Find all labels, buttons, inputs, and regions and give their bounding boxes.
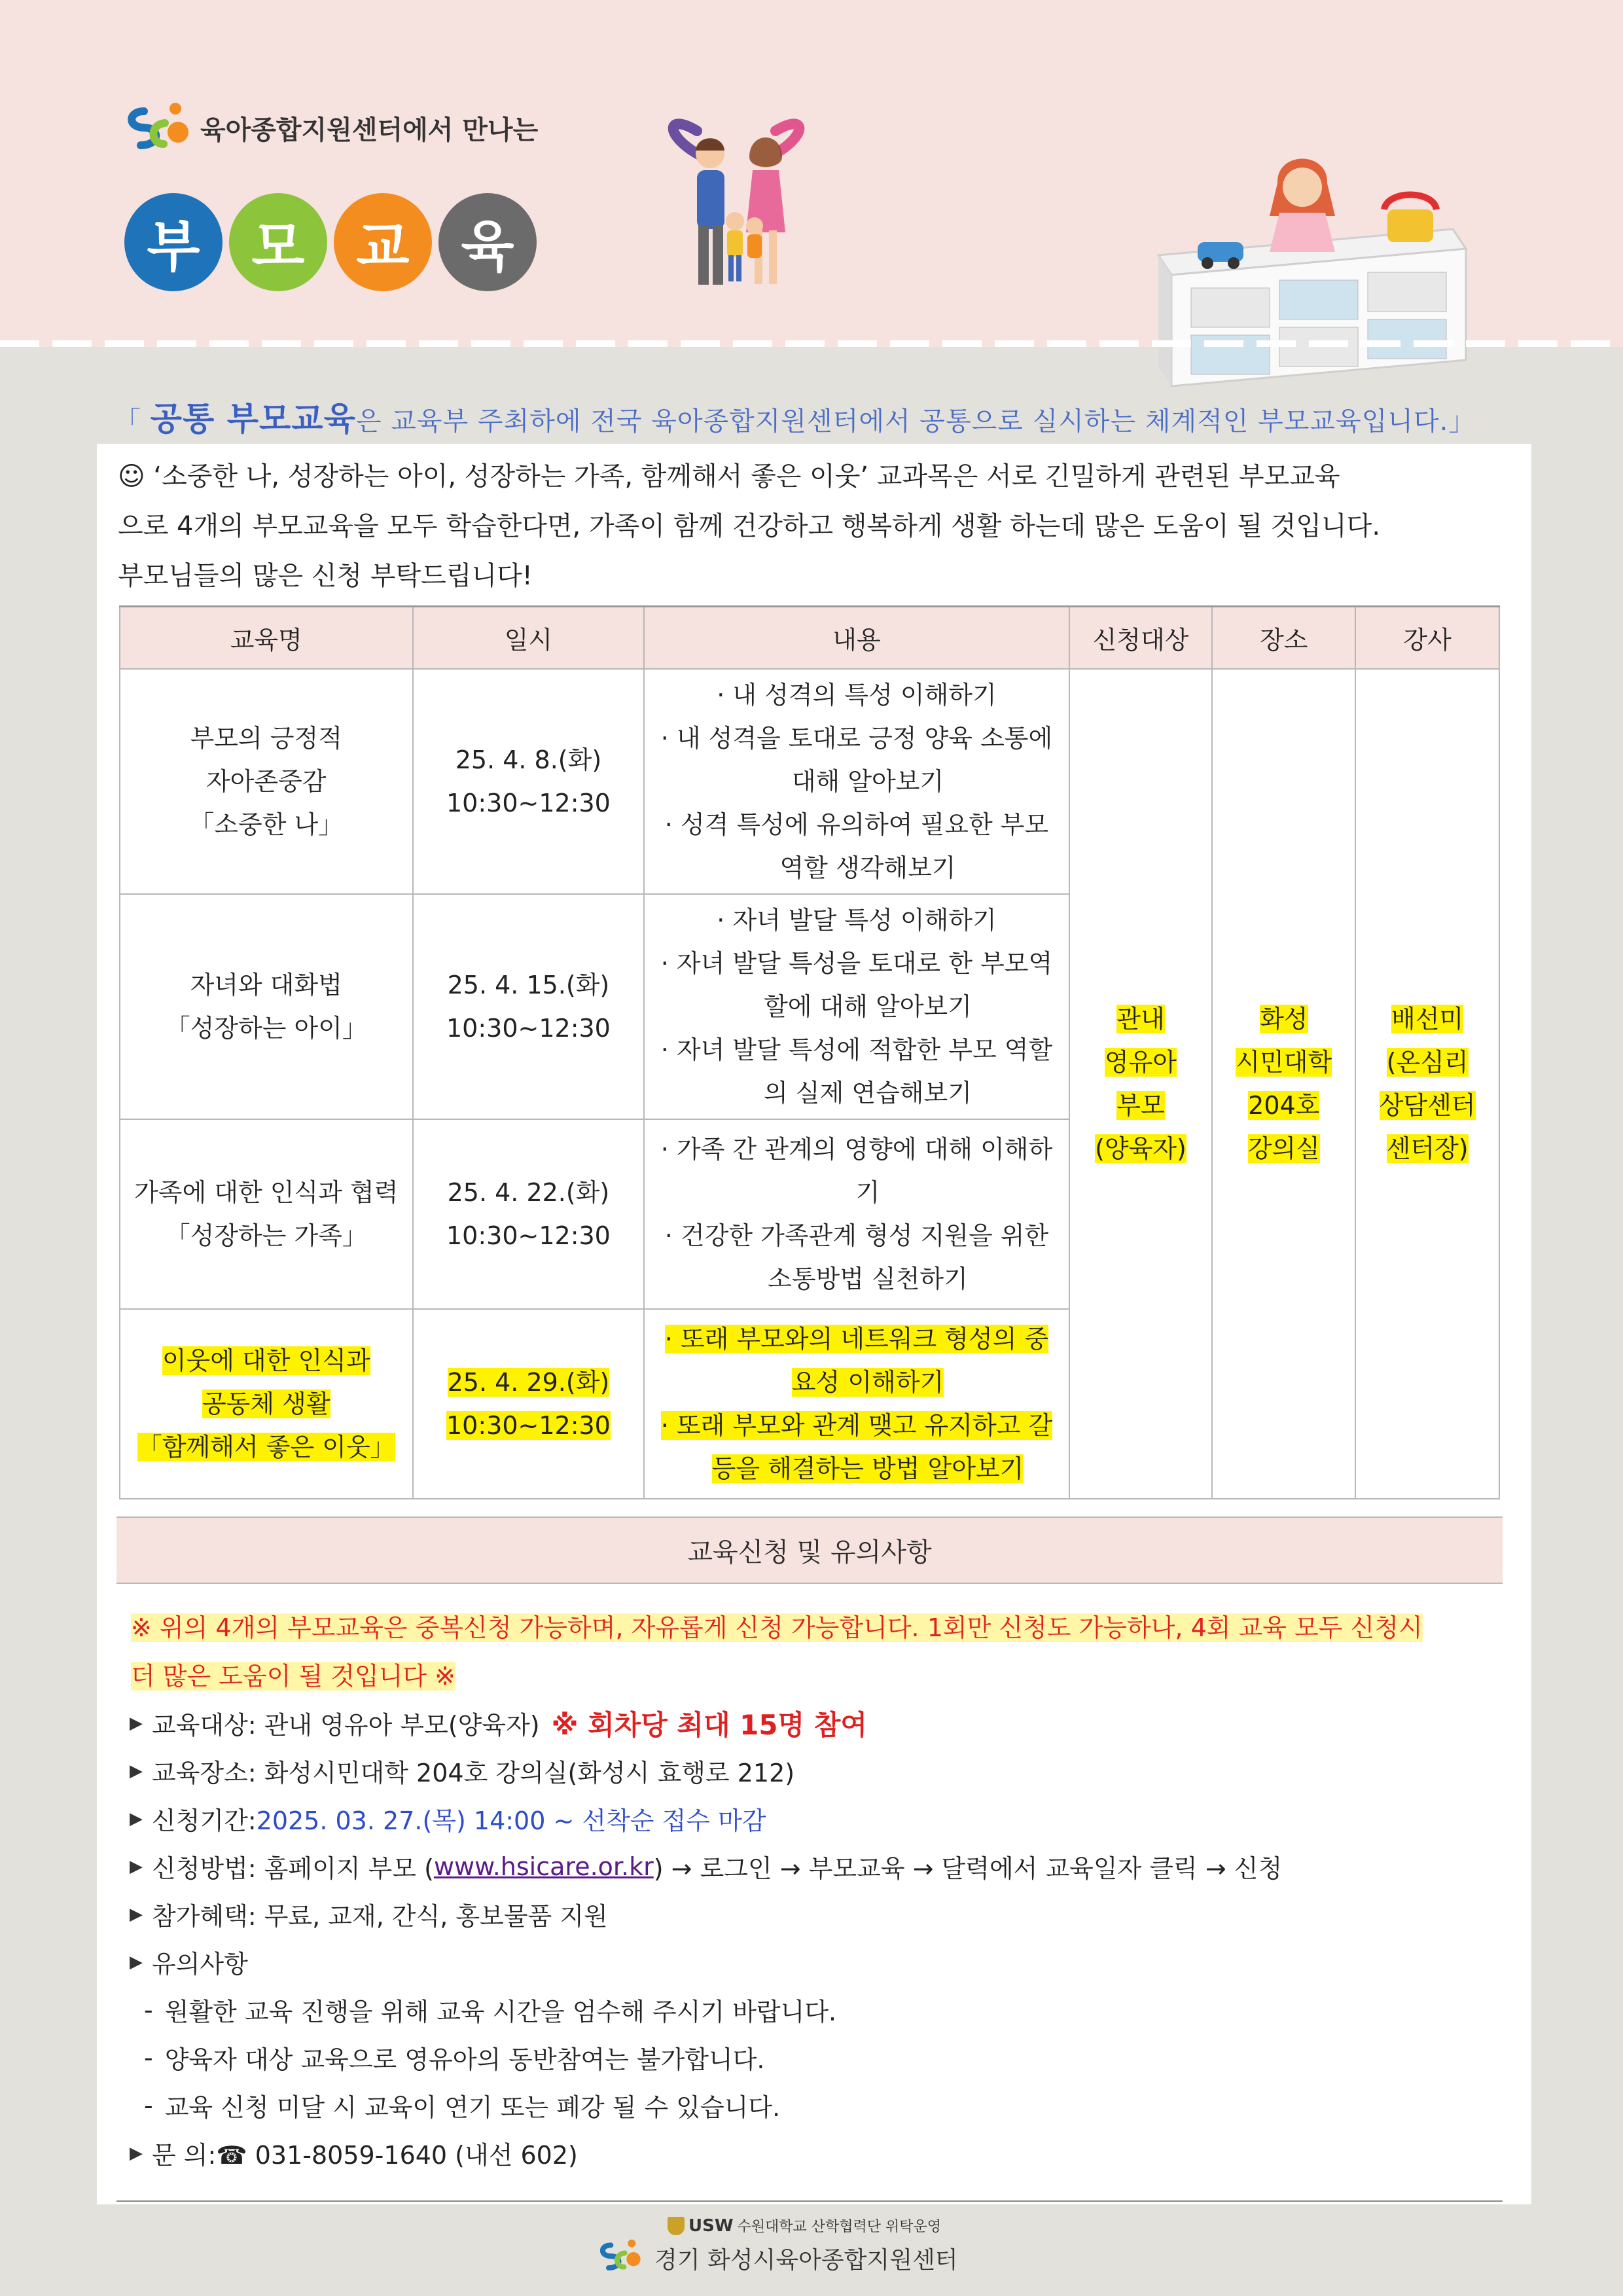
course-name-line: 「성장하는 가족」	[165, 1221, 367, 1250]
course-name-line: 부모의 긍정적	[190, 723, 342, 753]
course-name-line: 이웃에 대한 인식과	[162, 1346, 370, 1375]
instructor-line: 센터장)	[1386, 1134, 1469, 1163]
date-cell	[413, 1119, 645, 1309]
dash-bullet: -	[144, 2043, 153, 2072]
date-line: 25. 4. 22.(화)	[447, 1177, 610, 1207]
caution-item	[130, 2081, 1504, 2129]
intro-line-2: 으로 4개의 부모교육을 모두 학습한다면, 가족이 함께 건강하고 행복하게 생활 하는데 많은 도움이 될 것입니다.	[118, 511, 1381, 541]
schedule-table	[119, 605, 1500, 1499]
date-cell	[413, 669, 645, 894]
header-place: 장소	[1212, 607, 1355, 669]
triangle-bullet-icon: ▶	[130, 1904, 143, 1924]
usw-text: 수원대학교 산학협력단 위탁운영	[737, 2219, 942, 2235]
warning-line-1: ※ 위의 4개의 부모교육은 중복신청 가능하며, 자유롭게 신청 가능합니다. 1회만 신청도 가능하나, 4회 교육 모두 신청시	[131, 1613, 1423, 1642]
date-cell	[413, 894, 645, 1119]
caution-item	[130, 2034, 1504, 2081]
course-name-cell	[120, 1119, 413, 1309]
caution-label: 유의사항	[152, 1950, 248, 1979]
content-bullet: · 가족 간 관계의 영향에 대해 이해하기	[660, 1134, 1053, 1207]
target-line: 부모	[1116, 1090, 1165, 1120]
course-name-cell	[120, 1309, 413, 1499]
target-line: 영유아	[1104, 1047, 1177, 1077]
time-line: 10:30~12:30	[446, 1410, 611, 1440]
content-bullet: · 성격 특성에 유의하여 필요한 부모역할 생각해보기	[664, 810, 1049, 882]
instructor-cell	[1355, 669, 1499, 1499]
list-item	[130, 1747, 1504, 1795]
header-target: 신청대상	[1069, 607, 1213, 669]
intro-paragraph	[118, 452, 1505, 601]
content-bullet: · 건강한 가족관계 형성 지원을 위한 소통방법 실천하기	[664, 1221, 1049, 1293]
triangle-bullet-icon: ▶	[130, 1713, 143, 1733]
homepage-link[interactable]: www.hsicare.or.kr	[433, 1852, 654, 1881]
header-course-name: 교육명	[120, 607, 413, 669]
content-cell	[644, 669, 1069, 894]
header-banner	[0, 0, 1623, 347]
course-name-line: 「함께해서 좋은 이웃」	[137, 1432, 395, 1462]
header-date: 일시	[413, 607, 645, 669]
place-line: 시민대학	[1236, 1047, 1332, 1077]
caution-item	[130, 1986, 1504, 2034]
course-name-line: 가족에 대한 인식과 협력	[134, 1177, 399, 1207]
usw-shield-icon	[668, 2217, 685, 2235]
tagline-text: 은 교육부 주최하에 전국 육아종합지원센터에서 공통으로 실시하는 체계적인 부모교육입니다.」	[355, 406, 1476, 437]
time-line: 10:30~12:30	[446, 1221, 611, 1250]
place-text: 교육장소: 화성시민대학 204호 강의실(화성시 효행로 212)	[152, 1759, 795, 1787]
content-bullet: · 내 성격을 토대로 긍정 양육 소통에 대해 알아보기	[660, 723, 1053, 796]
triangle-bullet-icon: ▶	[130, 1952, 143, 1972]
title-char-3: 교	[334, 193, 432, 291]
center-logo-icon	[124, 98, 196, 157]
target-text: 교육대상: 관내 영유아 부모(양육자)	[152, 1711, 540, 1740]
method-label: 신청방법: 홈페이지 부모 (	[152, 1854, 434, 1883]
tagline-emphasis: 공통 부모교육	[150, 400, 356, 438]
brand-subtitle: 육아종합지원센터에서 만나는	[200, 115, 539, 145]
benefit-text: 참가혜택: 무료, 교재, 간식, 홍보물품 지원	[152, 1902, 608, 1931]
triangle-bullet-icon: ▶	[130, 1856, 143, 1876]
course-name-line: 공동체 생활	[202, 1389, 330, 1418]
content-cell	[644, 1309, 1069, 1499]
title-char-4: 육	[438, 193, 537, 291]
family-illustration-icon	[658, 118, 815, 295]
place-line: 화성	[1260, 1004, 1308, 1033]
org-name: 경기 화성시육아종합지원센터	[654, 2247, 958, 2274]
intro-line-3: 부모님들의 많은 신청 부탁드립니다!	[118, 561, 533, 591]
period-label: 신청기간:	[152, 1806, 257, 1835]
tagline	[115, 393, 1508, 440]
dash-bullet: -	[144, 1995, 153, 2024]
content-cell	[644, 1119, 1069, 1309]
list-item	[130, 1890, 1504, 1938]
title-char-1: 부	[124, 193, 223, 291]
footer	[592, 2215, 1050, 2287]
target-line: (양육자)	[1095, 1134, 1186, 1163]
table-header-row	[120, 607, 1499, 669]
content-bullet: · 자녀 발달 특성에 적합한 부모 역할의 실제 연습해보기	[660, 1035, 1053, 1107]
brand-row	[124, 98, 538, 157]
method-steps: ) → 로그인 → 부모교육 → 달력에서 교육일자 클릭 → 신청	[653, 1854, 1283, 1883]
list-item	[130, 2129, 1504, 2177]
usw-mark: USW	[688, 2215, 734, 2236]
content-cell	[644, 894, 1069, 1119]
notice-list	[130, 1699, 1504, 2177]
course-name-line: 「소중한 나」	[189, 810, 344, 839]
content-bullet: · 또래 부모와의 네트워크 형성의 중요성 이해하기	[664, 1324, 1049, 1397]
list-item	[130, 1699, 1504, 1747]
caution-text: 교육 신청 미달 시 교육이 연기 또는 폐강 될 수 있습니다.	[164, 2093, 781, 2122]
period-value: 2025. 03. 27.(목) 14:00 ~ 선착순 접수 마감	[256, 1806, 766, 1835]
list-item	[130, 1938, 1504, 1986]
course-name-line: 「성장하는 아이」	[165, 1013, 367, 1043]
instructor-line: (온심리	[1386, 1047, 1469, 1077]
center-logo-icon	[592, 2236, 651, 2276]
caution-text: 원활한 교육 진행을 위해 교육 시간을 엄수해 주시기 바랍니다.	[164, 1998, 837, 2026]
place-cell	[1212, 669, 1355, 1499]
target-cell	[1069, 669, 1213, 1499]
place-line: 강의실	[1247, 1134, 1320, 1163]
triangle-bullet-icon: ▶	[130, 1761, 143, 1781]
contact-label: 문 의:	[152, 2141, 217, 2170]
content-bullet: · 자녀 발달 특성을 토대로 한 부모역할에 대해 알아보기	[660, 948, 1053, 1021]
toy-shelf-illustration-icon	[1139, 144, 1479, 406]
course-name-cell	[120, 669, 413, 894]
place-line: 204호	[1248, 1090, 1320, 1120]
content-bullet: · 내 성격의 특성 이해하기	[717, 680, 997, 709]
course-name-line: 자녀와 대화법	[190, 970, 342, 999]
capacity-note: ※ 회차당 최대 15명 참여	[551, 1708, 867, 1741]
list-item	[130, 1842, 1504, 1890]
time-line: 10:30~12:30	[446, 1013, 611, 1043]
instructor-line: 배선미	[1391, 1004, 1464, 1033]
notice-heading: 교육신청 및 유의사항	[116, 1516, 1503, 1584]
warning-line-2: 더 많은 도움이 될 것입니다 ※	[131, 1662, 456, 1691]
title-circles	[124, 193, 537, 291]
table-row	[120, 669, 1499, 894]
date-line: 25. 4. 15.(화)	[447, 970, 610, 999]
duplicate-warning	[131, 1604, 1505, 1700]
course-name-line: 자아존중감	[205, 766, 327, 796]
tagline-open-bracket: 「	[115, 406, 141, 437]
instructor-line: 상담센터	[1379, 1090, 1476, 1120]
caution-text: 양육자 대상 교육으로 영유아의 동반참여는 불가합니다.	[164, 2045, 765, 2074]
dash-bullet: -	[144, 2090, 153, 2120]
date-line: 25. 4. 8.(화)	[455, 745, 602, 774]
header-content: 내용	[644, 607, 1069, 669]
triangle-bullet-icon: ▶	[130, 2143, 143, 2163]
contact-phone: ☎ 031-8059-1640 (내선 602)	[216, 2141, 578, 2170]
bottom-divider	[116, 2200, 1503, 2202]
header-instructor: 강사	[1355, 607, 1499, 669]
date-line: 25. 4. 29.(화)	[447, 1367, 610, 1397]
content-bullet: · 자녀 발달 특성 이해하기	[717, 905, 997, 935]
content-bullet: · 또래 부모와 관계 맺고 유지하고 갈등을 해결하는 방법 알아보기	[660, 1410, 1053, 1483]
date-cell	[413, 1309, 645, 1499]
time-line: 10:30~12:30	[446, 788, 611, 817]
intro-line-1: ☺ ‘소중한 나, 성장하는 아이, 성장하는 가족, 함께해서 좋은 이웃’ 교과목은 서로 긴밀하게 관련된 부모교육	[118, 461, 1340, 492]
target-line: 관내	[1116, 1004, 1165, 1033]
usw-operator	[668, 2215, 941, 2236]
triangle-bullet-icon: ▶	[130, 1808, 143, 1829]
title-char-2: 모	[229, 193, 327, 291]
list-item	[130, 1795, 1504, 1842]
course-name-cell	[120, 894, 413, 1119]
